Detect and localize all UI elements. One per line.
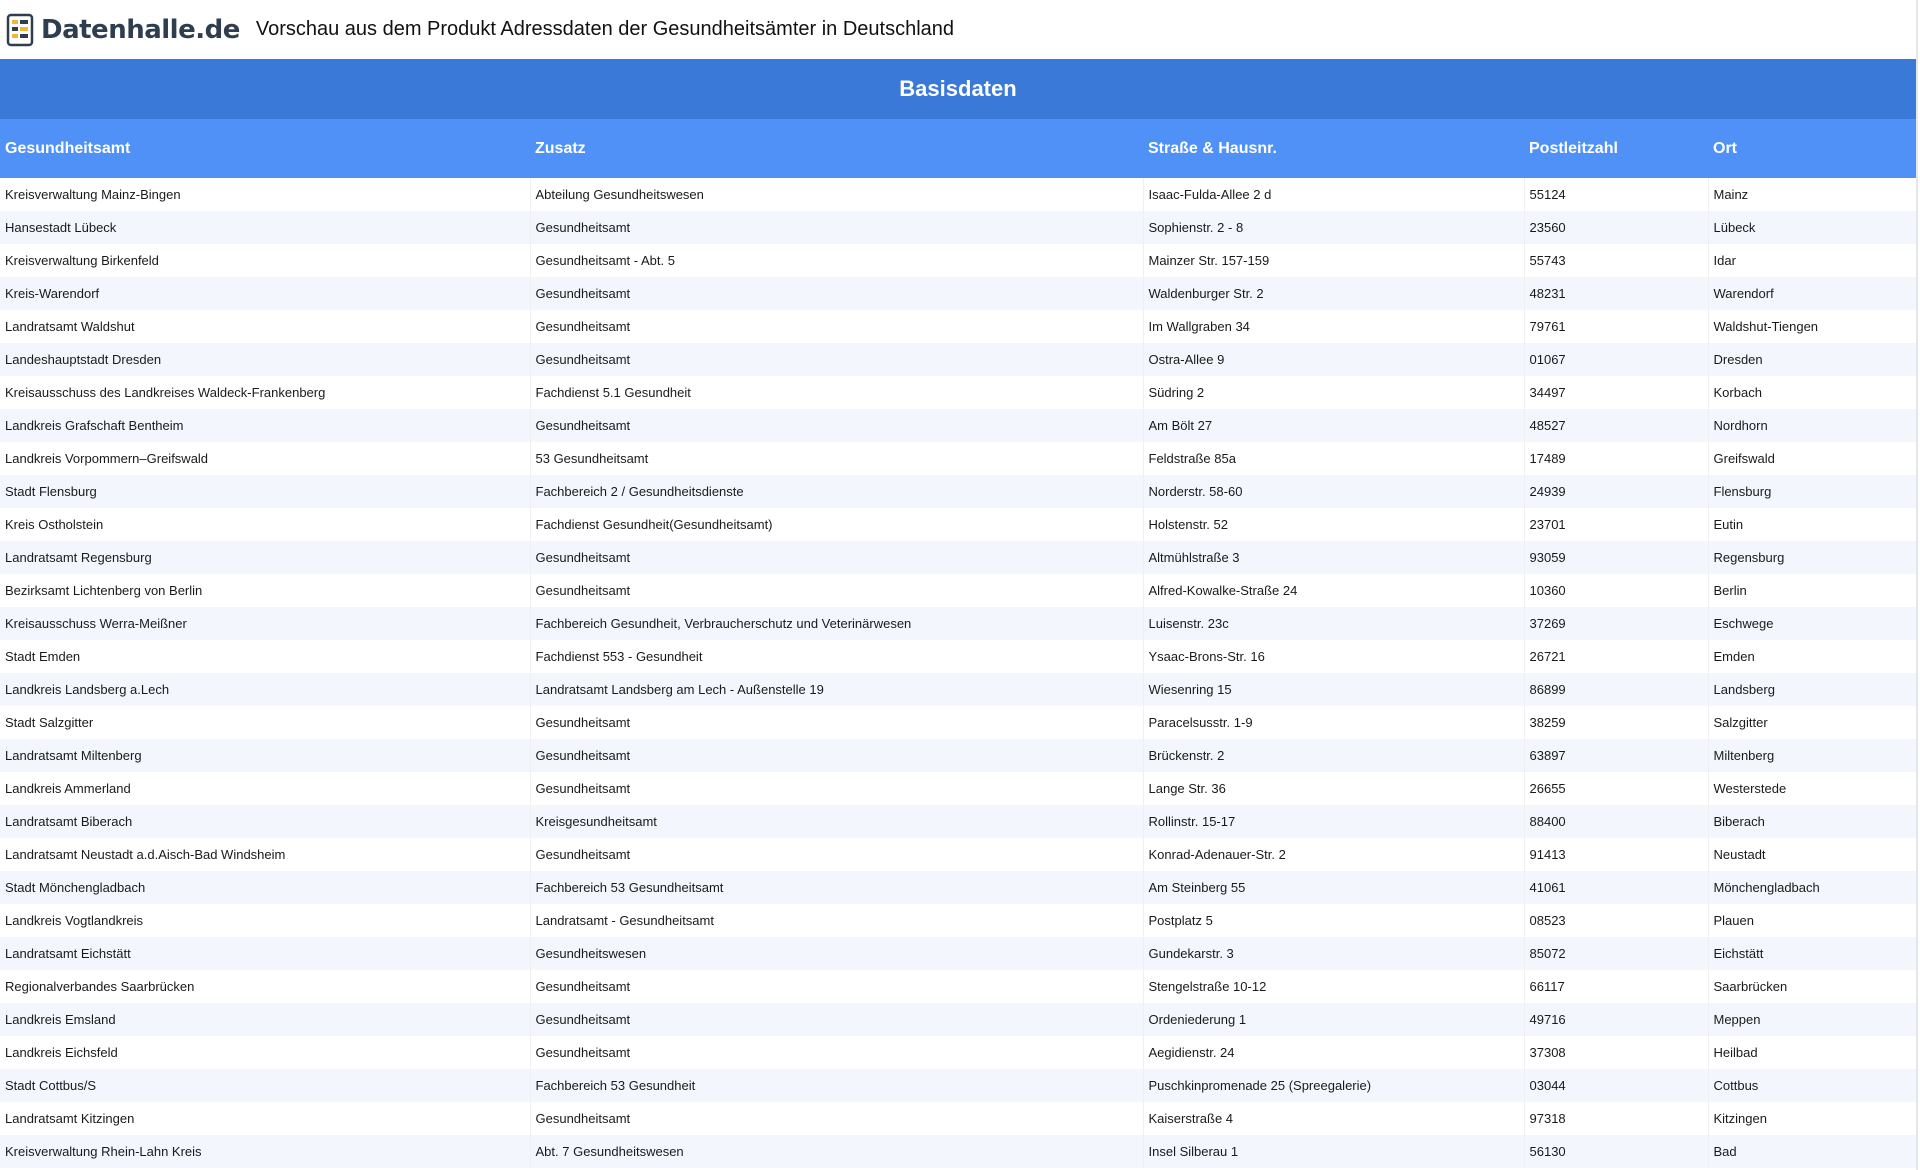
strasse-cell: Postplatz 5: [1143, 904, 1524, 937]
gesundheitsamt-cell: Stadt Emden: [0, 640, 530, 673]
gesundheitsamt-cell: Landkreis Vorpommern–Greifswald: [0, 442, 530, 475]
zusatz-cell: Gesundheitsamt: [530, 1036, 1143, 1069]
page-header: [0, 0, 1916, 59]
postleitzahl-cell: 66117: [1524, 970, 1708, 1003]
table-row: [0, 178, 1918, 211]
zusatz-cell: Fachdienst 553 - Gesundheit: [530, 640, 1143, 673]
column-header-strasse: Straße & Hausnr.: [1143, 119, 1524, 178]
column-header-ort: Ort: [1708, 119, 1918, 178]
ort-cell: Cottbus: [1708, 1069, 1918, 1102]
zusatz-cell: Gesundheitsamt: [530, 409, 1143, 442]
ort-cell: Eichstätt: [1708, 937, 1918, 970]
gesundheitsamt-cell: Landratsamt Eichstätt: [0, 937, 530, 970]
data-table: [0, 119, 1918, 1168]
gesundheitsamt-cell: Stadt Flensburg: [0, 475, 530, 508]
table-row: [0, 442, 1918, 475]
gesundheitsamt-cell: Landkreis Landsberg a.Lech: [0, 673, 530, 706]
gesundheitsamt-cell: Regionalverbandes Saarbrücken: [0, 970, 530, 1003]
gesundheitsamt-cell: Landratsamt Biberach: [0, 805, 530, 838]
gesundheitsamt-cell: Kreisverwaltung Rhein-Lahn Kreis: [0, 1135, 530, 1168]
gesundheitsamt-cell: Landeshauptstadt Dresden: [0, 343, 530, 376]
ort-cell: Idar: [1708, 244, 1918, 277]
gesundheitsamt-cell: Landkreis Emsland: [0, 1003, 530, 1036]
section-header: [0, 59, 1916, 119]
ort-cell: Nordhorn: [1708, 409, 1918, 442]
strasse-cell: Ysaac-Brons-Str. 16: [1143, 640, 1524, 673]
zusatz-cell: Landratsamt - Gesundheitsamt: [530, 904, 1143, 937]
postleitzahl-cell: 85072: [1524, 937, 1708, 970]
section-title: Basisdaten: [899, 76, 1017, 101]
table-row: [0, 508, 1918, 541]
postleitzahl-cell: 88400: [1524, 805, 1708, 838]
strasse-cell: Im Wallgraben 34: [1143, 310, 1524, 343]
zusatz-cell: Gesundheitsamt: [530, 970, 1143, 1003]
table-row: [0, 805, 1918, 838]
gesundheitsamt-cell: Landratsamt Kitzingen: [0, 1102, 530, 1135]
zusatz-cell: Gesundheitsamt: [530, 1102, 1143, 1135]
ort-cell: Warendorf: [1708, 277, 1918, 310]
logo-link[interactable]: [5, 13, 240, 47]
gesundheitsamt-cell: Kreisverwaltung Birkenfeld: [0, 244, 530, 277]
gesundheitsamt-cell: Landratsamt Miltenberg: [0, 739, 530, 772]
ort-cell: Korbach: [1708, 376, 1918, 409]
postleitzahl-cell: 23560: [1524, 211, 1708, 244]
column-header-gesundheitsamt: Gesundheitsamt: [0, 119, 530, 178]
table-row: [0, 244, 1918, 277]
zusatz-cell: 53 Gesundheitsamt: [530, 442, 1143, 475]
ort-cell: Berlin: [1708, 574, 1918, 607]
gesundheitsamt-cell: Landratsamt Neustadt a.d.Aisch-Bad Windsheim: [0, 838, 530, 871]
zusatz-cell: Gesundheitsamt: [530, 706, 1143, 739]
ort-cell: Emden: [1708, 640, 1918, 673]
table-row: [0, 904, 1918, 937]
table-row: [0, 409, 1918, 442]
table-row: [0, 376, 1918, 409]
table-row: [0, 310, 1918, 343]
table-row: [0, 1069, 1918, 1102]
strasse-cell: Stengelstraße 10-12: [1143, 970, 1524, 1003]
postleitzahl-cell: 55743: [1524, 244, 1708, 277]
strasse-cell: Südring 2: [1143, 376, 1524, 409]
zusatz-cell: Fachbereich 53 Gesundheitsamt: [530, 871, 1143, 904]
postleitzahl-cell: 91413: [1524, 838, 1708, 871]
postleitzahl-cell: 38259: [1524, 706, 1708, 739]
strasse-cell: Puschkinpromenade 25 (Spreegalerie): [1143, 1069, 1524, 1102]
postleitzahl-cell: 48527: [1524, 409, 1708, 442]
gesundheitsamt-cell: Landkreis Eichsfeld: [0, 1036, 530, 1069]
database-logo-icon: [5, 13, 37, 47]
table-row: [0, 1135, 1918, 1168]
ort-cell: Saarbrücken: [1708, 970, 1918, 1003]
gesundheitsamt-cell: Stadt Salzgitter: [0, 706, 530, 739]
ort-cell: Biberach: [1708, 805, 1918, 838]
zusatz-cell: Gesundheitsamt: [530, 1003, 1143, 1036]
strasse-cell: Gundekarstr. 3: [1143, 937, 1524, 970]
table-row: [0, 541, 1918, 574]
table-body: [0, 178, 1918, 1168]
zusatz-cell: Fachbereich Gesundheit, Verbraucherschutz und Veterinärwesen: [530, 607, 1143, 640]
postleitzahl-cell: 24939: [1524, 475, 1708, 508]
table-row: [0, 343, 1918, 376]
table-row: [0, 1003, 1918, 1036]
ort-cell: Regensburg: [1708, 541, 1918, 574]
strasse-cell: Konrad-Adenauer-Str. 2: [1143, 838, 1524, 871]
gesundheitsamt-cell: Landkreis Grafschaft Bentheim: [0, 409, 530, 442]
postleitzahl-cell: 93059: [1524, 541, 1708, 574]
gesundheitsamt-cell: Kreisausschuss des Landkreises Waldeck-Frankenberg: [0, 376, 530, 409]
ort-cell: Greifswald: [1708, 442, 1918, 475]
postleitzahl-cell: 86899: [1524, 673, 1708, 706]
ort-cell: Mönchengladbach: [1708, 871, 1918, 904]
table-row: [0, 838, 1918, 871]
strasse-cell: Mainzer Str. 157-159: [1143, 244, 1524, 277]
gesundheitsamt-cell: Kreisausschuss Werra-Meißner: [0, 607, 530, 640]
strasse-cell: Feldstraße 85a: [1143, 442, 1524, 475]
strasse-cell: Paracelsusstr. 1-9: [1143, 706, 1524, 739]
table-row: [0, 739, 1918, 772]
ort-cell: Lübeck: [1708, 211, 1918, 244]
gesundheitsamt-cell: Hansestadt Lübeck: [0, 211, 530, 244]
table-row: [0, 607, 1918, 640]
postleitzahl-cell: 37269: [1524, 607, 1708, 640]
logo-text: Datenhalle.de: [41, 14, 240, 45]
zusatz-cell: Gesundheitsamt: [530, 838, 1143, 871]
gesundheitsamt-cell: Kreis Ostholstein: [0, 508, 530, 541]
postleitzahl-cell: 34497: [1524, 376, 1708, 409]
zusatz-cell: Gesundheitsamt: [530, 343, 1143, 376]
strasse-cell: Lange Str. 36: [1143, 772, 1524, 805]
table-row: [0, 640, 1918, 673]
strasse-cell: Kaiserstraße 4: [1143, 1102, 1524, 1135]
table-row: [0, 970, 1918, 1003]
zusatz-cell: Fachbereich 53 Gesundheit: [530, 1069, 1143, 1102]
ort-cell: Eutin: [1708, 508, 1918, 541]
strasse-cell: Am Bölt 27: [1143, 409, 1524, 442]
gesundheitsamt-cell: Kreisverwaltung Mainz-Bingen: [0, 178, 530, 211]
table-row: [0, 277, 1918, 310]
postleitzahl-cell: 48231: [1524, 277, 1708, 310]
postleitzahl-cell: 17489: [1524, 442, 1708, 475]
ort-cell: Neustadt: [1708, 838, 1918, 871]
table-row: [0, 574, 1918, 607]
table-row: [0, 211, 1918, 244]
zusatz-cell: Fachdienst Gesundheit(Gesundheitsamt): [530, 508, 1143, 541]
postleitzahl-cell: 41061: [1524, 871, 1708, 904]
zusatz-cell: Abt. 7 Gesundheitswesen: [530, 1135, 1143, 1168]
postleitzahl-cell: 03044: [1524, 1069, 1708, 1102]
ort-cell: Bad: [1708, 1135, 1918, 1168]
zusatz-cell: Abteilung Gesundheitswesen: [530, 178, 1143, 211]
postleitzahl-cell: 08523: [1524, 904, 1708, 937]
table-row: [0, 772, 1918, 805]
gesundheitsamt-cell: Stadt Cottbus/S: [0, 1069, 530, 1102]
zusatz-cell: Gesundheitswesen: [530, 937, 1143, 970]
strasse-cell: Altmühlstraße 3: [1143, 541, 1524, 574]
ort-cell: Meppen: [1708, 1003, 1918, 1036]
gesundheitsamt-cell: Kreis-Warendorf: [0, 277, 530, 310]
postleitzahl-cell: 56130: [1524, 1135, 1708, 1168]
zusatz-cell: Gesundheitsamt: [530, 310, 1143, 343]
strasse-cell: Am Steinberg 55: [1143, 871, 1524, 904]
zusatz-cell: Gesundheitsamt - Abt. 5: [530, 244, 1143, 277]
postleitzahl-cell: 10360: [1524, 574, 1708, 607]
strasse-cell: Rollinstr. 15-17: [1143, 805, 1524, 838]
ort-cell: Flensburg: [1708, 475, 1918, 508]
table-row: [0, 1036, 1918, 1069]
zusatz-cell: Gesundheitsamt: [530, 277, 1143, 310]
postleitzahl-cell: 26721: [1524, 640, 1708, 673]
ort-cell: Dresden: [1708, 343, 1918, 376]
ort-cell: Eschwege: [1708, 607, 1918, 640]
gesundheitsamt-cell: Stadt Mönchengladbach: [0, 871, 530, 904]
table-row: [0, 673, 1918, 706]
zusatz-cell: Gesundheitsamt: [530, 574, 1143, 607]
table-row: [0, 937, 1918, 970]
table-row: [0, 1102, 1918, 1135]
strasse-cell: Luisenstr. 23c: [1143, 607, 1524, 640]
zusatz-cell: Gesundheitsamt: [530, 211, 1143, 244]
postleitzahl-cell: 37308: [1524, 1036, 1708, 1069]
strasse-cell: Insel Silberau 1: [1143, 1135, 1524, 1168]
gesundheitsamt-cell: Landratsamt Regensburg: [0, 541, 530, 574]
postleitzahl-cell: 01067: [1524, 343, 1708, 376]
column-header-zusatz: Zusatz: [530, 119, 1143, 178]
column-header-postleitzahl: Postleitzahl: [1524, 119, 1708, 178]
ort-cell: Mainz: [1708, 178, 1918, 211]
gesundheitsamt-cell: Landkreis Ammerland: [0, 772, 530, 805]
ort-cell: Kitzingen: [1708, 1102, 1918, 1135]
strasse-cell: Holstenstr. 52: [1143, 508, 1524, 541]
ort-cell: Westerstede: [1708, 772, 1918, 805]
gesundheitsamt-cell: Bezirksamt Lichtenberg von Berlin: [0, 574, 530, 607]
table-header-row: [0, 119, 1918, 178]
ort-cell: Plauen: [1708, 904, 1918, 937]
postleitzahl-cell: 49716: [1524, 1003, 1708, 1036]
ort-cell: Waldshut-Tiengen: [1708, 310, 1918, 343]
strasse-cell: Aegidienstr. 24: [1143, 1036, 1524, 1069]
ort-cell: Landsberg: [1708, 673, 1918, 706]
strasse-cell: Brückenstr. 2: [1143, 739, 1524, 772]
postleitzahl-cell: 79761: [1524, 310, 1708, 343]
strasse-cell: Norderstr. 58-60: [1143, 475, 1524, 508]
strasse-cell: Wiesenring 15: [1143, 673, 1524, 706]
table-row: [0, 475, 1918, 508]
postleitzahl-cell: 97318: [1524, 1102, 1708, 1135]
gesundheitsamt-cell: Landkreis Vogtlandkreis: [0, 904, 530, 937]
postleitzahl-cell: 63897: [1524, 739, 1708, 772]
zusatz-cell: Kreisgesundheitsamt: [530, 805, 1143, 838]
postleitzahl-cell: 55124: [1524, 178, 1708, 211]
ort-cell: Salzgitter: [1708, 706, 1918, 739]
strasse-cell: Alfred-Kowalke-Straße 24: [1143, 574, 1524, 607]
ort-cell: Miltenberg: [1708, 739, 1918, 772]
strasse-cell: Waldenburger Str. 2: [1143, 277, 1524, 310]
postleitzahl-cell: 26655: [1524, 772, 1708, 805]
zusatz-cell: Landratsamt Landsberg am Lech - Außenstelle 19: [530, 673, 1143, 706]
zusatz-cell: Gesundheitsamt: [530, 772, 1143, 805]
gesundheitsamt-cell: Landratsamt Waldshut: [0, 310, 530, 343]
zusatz-cell: Gesundheitsamt: [530, 541, 1143, 574]
strasse-cell: Ostra-Allee 9: [1143, 343, 1524, 376]
zusatz-cell: Gesundheitsamt: [530, 739, 1143, 772]
zusatz-cell: Fachbereich 2 / Gesundheitsdienste: [530, 475, 1143, 508]
page-title: Vorschau aus dem Produkt Adressdaten der Gesundheitsämter in Deutschland: [255, 18, 955, 40]
ort-cell: Heilbad: [1708, 1036, 1918, 1069]
table-row: [0, 706, 1918, 739]
table-row: [0, 871, 1918, 904]
postleitzahl-cell: 23701: [1524, 508, 1708, 541]
strasse-cell: Ordeniederung 1: [1143, 1003, 1524, 1036]
strasse-cell: Isaac-Fulda-Allee 2 d: [1143, 178, 1524, 211]
strasse-cell: Sophienstr. 2 - 8: [1143, 211, 1524, 244]
zusatz-cell: Fachdienst 5.1 Gesundheit: [530, 376, 1143, 409]
